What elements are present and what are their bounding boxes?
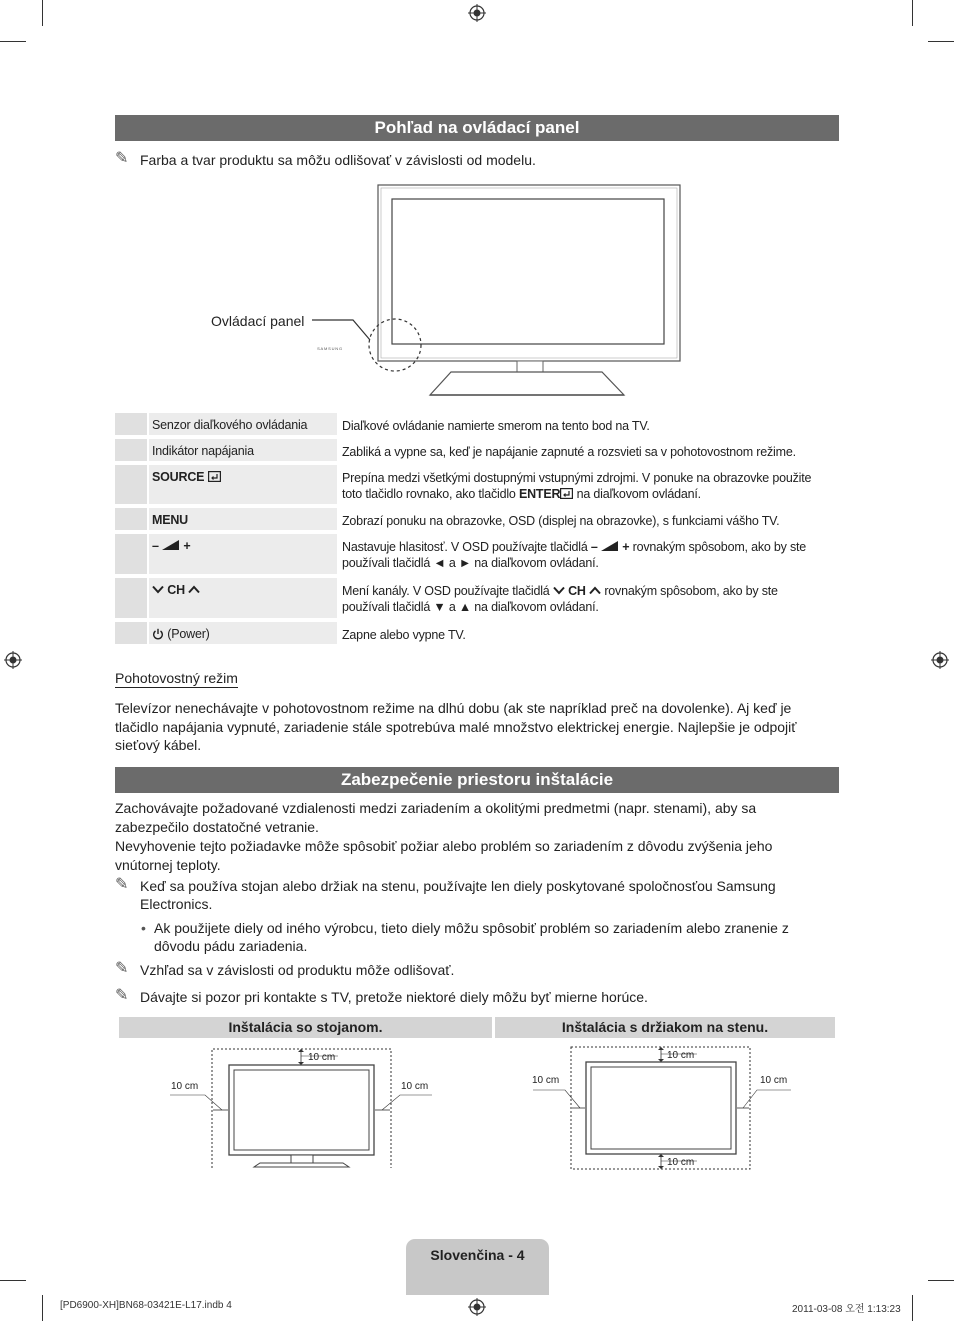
- source-button-label: SOURCE: [152, 470, 205, 484]
- power-icon: [152, 628, 164, 640]
- section-title-installation-space: Zabezpečenie priestoru inštalácie: [115, 767, 839, 793]
- note-pencil-icon: ✎: [115, 876, 129, 893]
- paragraph: Nevyhovenie tejto požiadavke môže spôsobiť požiar alebo problém so zariadením z dôvodu zvýšenia jeho vnútornej teploty.: [115, 838, 773, 873]
- crop-mark: [912, 1295, 913, 1321]
- note: ✎ Keď sa používa stojan alebo držiak na stenu, používajte len diely poskytované spoločnosťou Samsung Electronics.: [115, 876, 776, 912]
- stand-installation-diagram: [160, 1040, 450, 1175]
- note-pencil-icon: ✎: [115, 987, 129, 1004]
- crop-mark: [0, 41, 26, 42]
- table-row: Senzor diaľkového ovládania Diaľkové ovládanie namierte smerom na tento bod na TV.: [115, 413, 839, 435]
- crop-mark: [912, 0, 913, 26]
- paragraph: Zachovávajte požadované vzdialenosti medzi zariadením a okolitými predmetmi (napr. stenami), aby sa zabezpečilo dostatočné vetranie.: [115, 800, 757, 835]
- table-row: (Power) Zapne alebo vypne TV.: [115, 622, 839, 644]
- control-panel-callout: Ovládací panel: [211, 313, 305, 329]
- wall-installation-title: Inštalácia s držiakom na stenu.: [495, 1017, 835, 1038]
- chevron-down-icon: [152, 585, 164, 594]
- standby-text: Televízor nenechávajte v pohotovostnom režime na dlhú dobu (ak ste napríklad preč na dovolenke). Aj keď je tlačidlo napájania vypnuté, zariadenie stále spotrebúva malé množstvo elektrickej energie. Najlepšie je odpojiť sieťový kábel.: [115, 700, 797, 753]
- row-marker: [115, 578, 147, 618]
- crop-mark: [42, 0, 43, 26]
- tv-front-illustration: [205, 180, 685, 400]
- row-marker: [115, 465, 147, 504]
- row-marker: [115, 413, 147, 435]
- volume-icon: [162, 540, 180, 551]
- registration-mark-icon: [4, 651, 22, 669]
- wall-installation-diagram: [525, 1040, 805, 1175]
- table-row: – + Nastavuje hlasitosť. V OSD používajte tlačidlá – + rovnakým spôsobom, ako by ste používali tlačidlá ◄ a ► na diaľkovom ovládaní.: [115, 534, 839, 574]
- table-row: Indikátor napájania Zabliká a vypne sa, keď je napájanie zapnuté a rozsvieti sa v pohotovostnom režime.: [115, 439, 839, 461]
- source-enter-icon: [208, 471, 221, 482]
- note-pencil-icon: ✎: [115, 960, 129, 977]
- enter-button-label: ENTER: [518, 487, 561, 501]
- row-marker: [115, 508, 147, 530]
- chevron-down-icon: [553, 586, 565, 595]
- crop-mark: [0, 1280, 26, 1281]
- print-date: 2011-03-08 오전 1:13:23: [792, 1304, 901, 1315]
- note-pencil-icon: ✎: [115, 150, 129, 167]
- row-marker: [115, 622, 147, 644]
- chevron-up-icon: [589, 586, 601, 595]
- table-row: MENU Zobrazí ponuku na obrazovke, OSD (displej na obrazovke), s funkciami vášho TV.: [115, 508, 839, 530]
- page-number-label: Slovenčina - 4: [406, 1239, 549, 1295]
- row-marker: [115, 534, 147, 574]
- crop-mark: [928, 1280, 954, 1281]
- stand-installation-title: Inštalácia so stojanom.: [119, 1017, 492, 1038]
- file-info: [PD6900-XH]BN68-03421E-L17.indb 4: [60, 1300, 232, 1311]
- row-marker: [115, 439, 147, 461]
- registration-mark-icon: [468, 1298, 486, 1316]
- crop-mark: [928, 41, 954, 42]
- chevron-up-icon: [188, 585, 200, 594]
- enter-icon: [560, 488, 573, 499]
- standby-heading: Pohotovostný režim: [115, 670, 238, 686]
- crop-mark: [42, 1295, 43, 1321]
- volume-icon: [601, 541, 619, 552]
- note: ✎ Vzhľad sa v závislosti od produktu môže odlišovať.: [115, 960, 455, 978]
- section-title-control-panel: Pohľad na ovládací panel: [115, 115, 839, 141]
- table-row: SOURCE Prepína medzi všetkými dostupnými vstupnými zdrojmi. V ponuke na obrazovke použite toto tlačidlo rovnako, ako tlačidlo ENTER na diaľkovom ovládaní.: [115, 465, 839, 504]
- note: ✎ Dávajte si pozor pri kontakte s TV, pretože niektoré diely môžu byť mierne horúce.: [115, 987, 648, 1005]
- brand-logo: SAMSUNG: [317, 346, 343, 351]
- bullet-icon: •: [141, 920, 146, 936]
- menu-button-label: MENU: [152, 513, 189, 527]
- registration-mark-icon: [931, 651, 949, 669]
- registration-mark-icon: [468, 4, 486, 22]
- table-row: CH Mení kanály. V OSD používajte tlačidlá CH rovnakým spôsobom, ako by ste používali tlačidlá ▼ a ▲ na diaľkovom ovládaní.: [115, 578, 839, 618]
- bullet-item: • Ak použijete diely od iného výrobcu, tieto diely môžu spôsobiť problém so zariadením alebo zranenie z dôvodu pádu zariadenia.: [141, 920, 789, 954]
